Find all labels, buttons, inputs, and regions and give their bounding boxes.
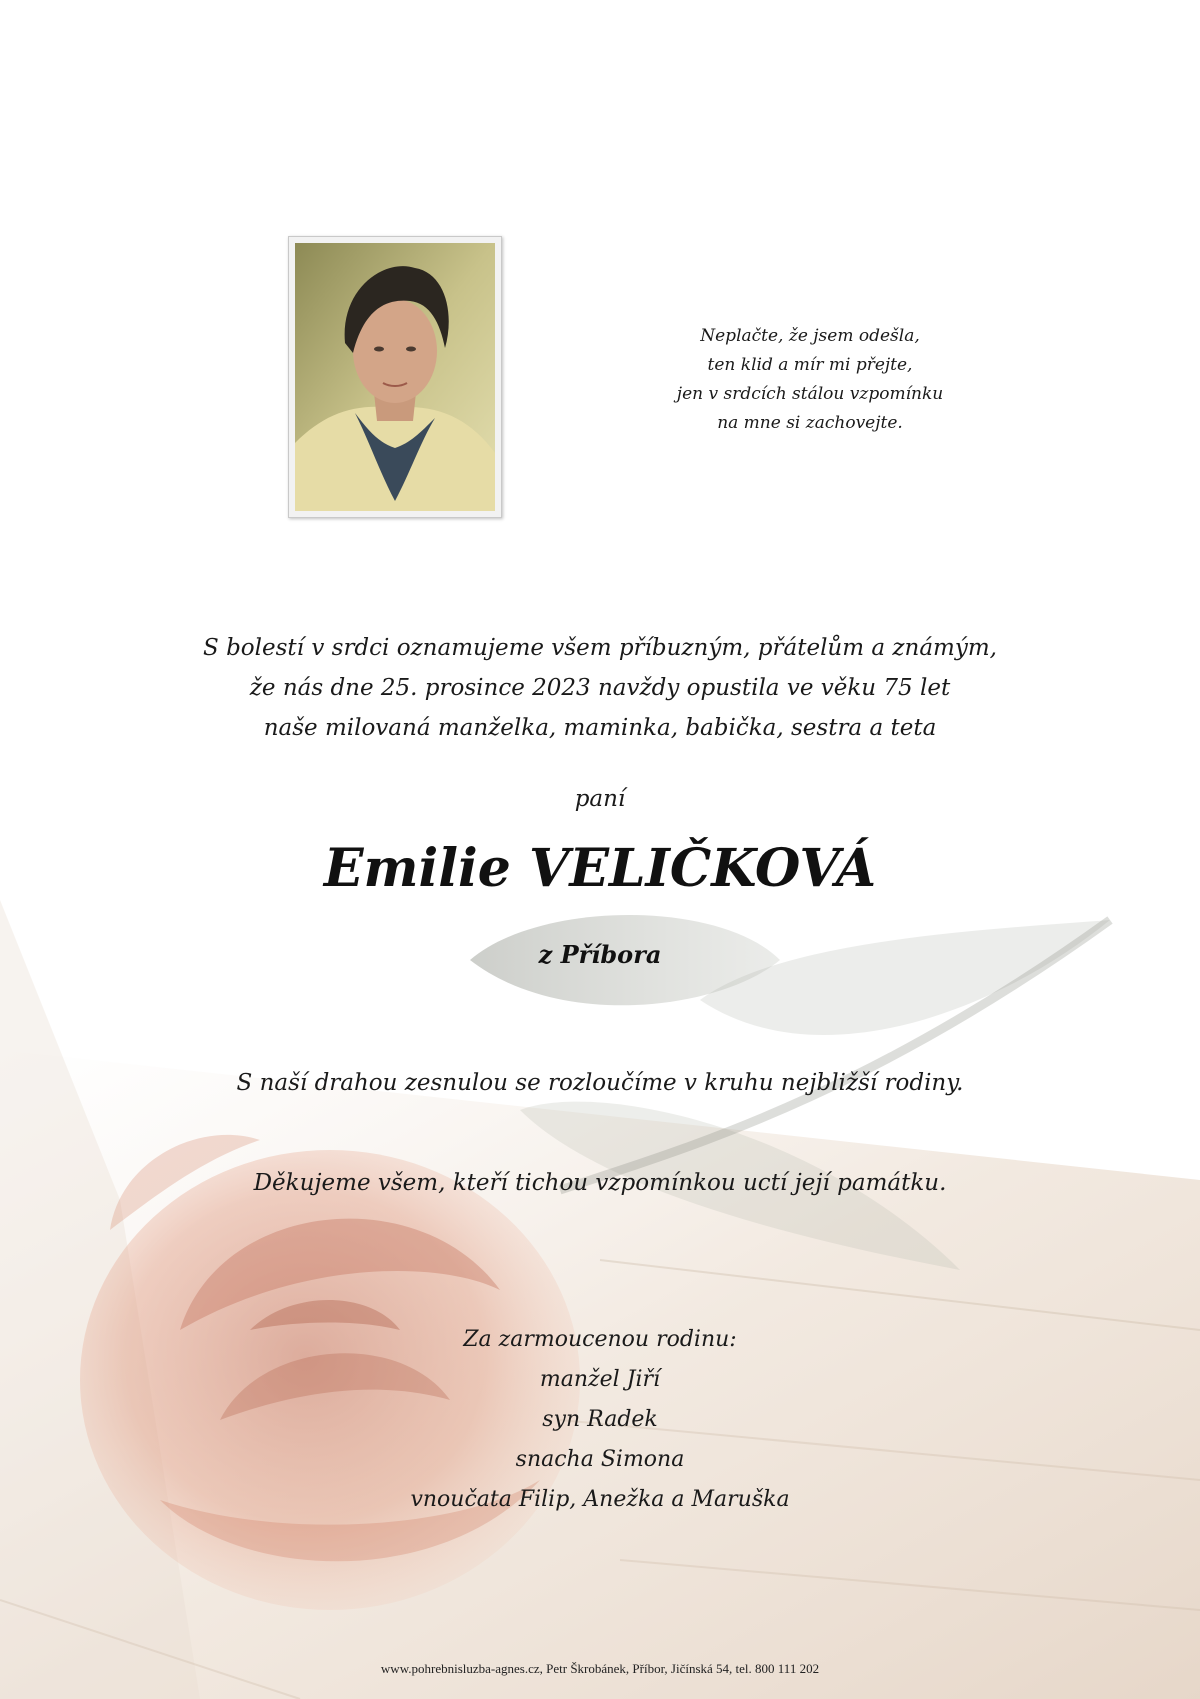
farewell-note: S naší drahou zesnulou se rozloučíme v kruhu nejbližší rodiny.	[236, 1070, 964, 1096]
family-member: syn Radek	[542, 1407, 658, 1432]
family-member: snacha Simona	[515, 1447, 685, 1472]
announcement-line: že nás dne 25. prosince 2023 navždy opustila ve věku 75 let	[249, 675, 951, 701]
thanks-note: Děkujeme všem, kteří tichou vzpomínkou uctí její památku.	[253, 1170, 947, 1196]
portrait-photo	[288, 236, 502, 518]
announcement-line: naše milovaná manželka, maminka, babička, sestra a teta	[263, 715, 937, 741]
deceased-origin: z Příbora	[538, 940, 662, 969]
announcement-line: S bolestí v srdci oznamujeme všem příbuzným, přátelům a známým,	[203, 635, 997, 661]
funeral-service-footer: www.pohrebnisluzba-agnes.cz, Petr Škrobánek, Příbor, Jičínská 54, tel. 800 111 202	[380, 1661, 820, 1676]
family-signature	[250, 1320, 950, 1520]
family-member: manžel Jiří	[539, 1367, 661, 1392]
poem-line: Neplačte, že jsem odešla,	[700, 326, 920, 346]
family-heading: Za zarmoucenou rodinu:	[463, 1327, 737, 1352]
poem-line: ten klid a mír mi přejte,	[707, 355, 913, 375]
poem-line: na mne si zachovejte.	[717, 413, 903, 433]
poem-line: jen v srdcích stálou vzpomínku	[676, 384, 944, 404]
family-member: vnoučata Filip, Anežka a Maruška	[410, 1487, 790, 1512]
memorial-poem	[620, 322, 1000, 438]
honorific: paní	[574, 786, 626, 812]
deceased-name: Emilie VELIČKOVÁ	[323, 838, 877, 899]
death-announcement	[150, 628, 1050, 748]
portrait-image	[295, 243, 495, 511]
